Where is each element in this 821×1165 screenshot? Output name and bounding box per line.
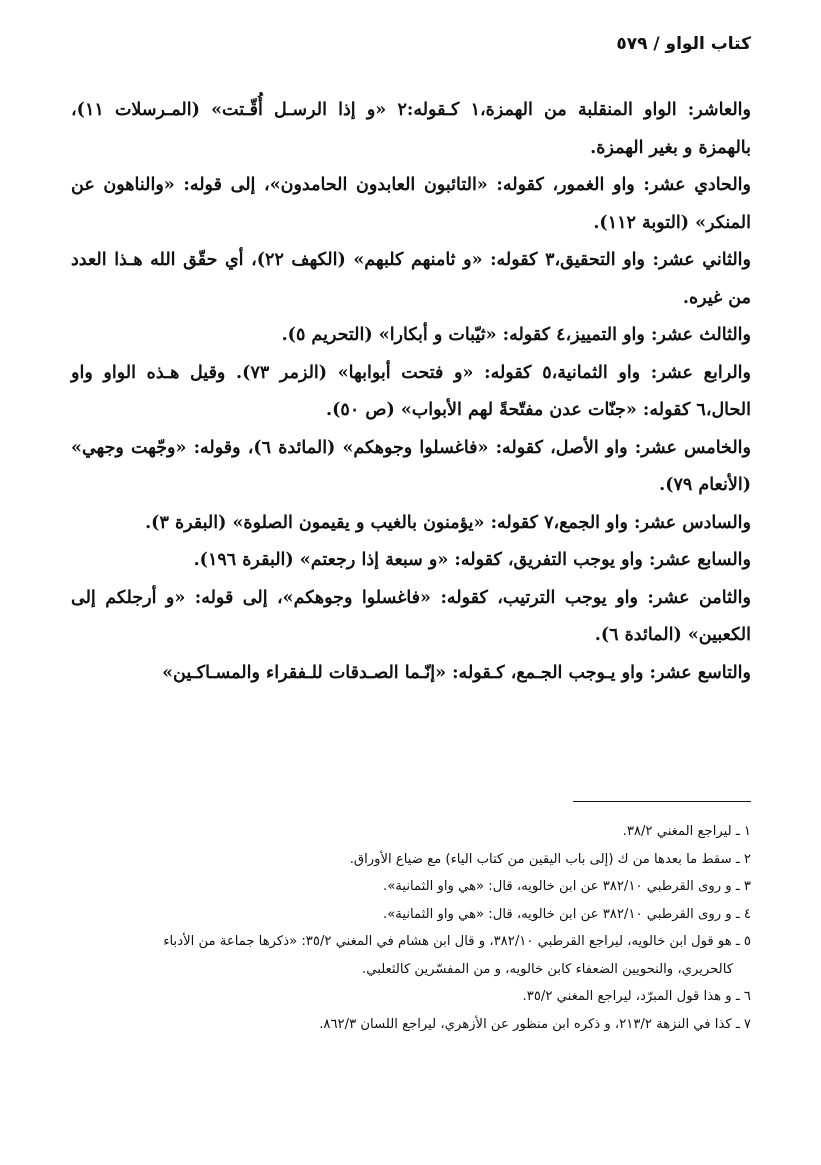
footnote: ٦ ـ و هذا قول المبرّد، ليراجع المغني ٣٥/٢. [522, 989, 751, 1004]
paragraph: والحادي عشر: واو الغمور، كقوله: «التائبون العابدون الحامدون»، إلى قوله: «والناهون عن المنكر» (التوبة ١١٢). [71, 175, 751, 233]
paragraph: والثاني عشر: واو التحقيق،٣ كقوله: «و ثامنهم كلبهم» (الكهف ٢٢)، أي حقّق الله هـذا العدد من غيره. [71, 250, 751, 308]
footnote: ١ ـ ليراجع المغني ٣٨/٢. [622, 824, 751, 839]
paragraph: والتاسع عشر: واو يـوجب الجـمع، كـقوله: «إنّـما الصـدقات للـفقراء والمسـاكـين» [162, 662, 751, 683]
paragraph: والعاشر: الواو المنقلبة من الهمزة،١ كـقوله:٢ «و إذا الرسـل أُقّـتت» (المـرسلات ١١)، بالهمزة و بغير الهمزة. [71, 100, 751, 158]
main-text [71, 92, 751, 692]
paragraph: والرابع عشر: واو الثمانية،٥ كقوله: «و فتحت أبوابها» (الزمر ٧٣). وقيل هـذه الواو واو الحال،٦ كقوله: «جنّات عدن مفتّحةً لهم الأبواب» (ص ٥٠). [71, 362, 751, 420]
paragraph: والسابع عشر: واو يوجب التفريق، كقوله: «و سبعة إذا رجعتم» (البقرة ١٩٦). [193, 550, 751, 570]
paragraph: والثالث عشر: واو التمييز،٤ كقوله: «ثيّبات و أبكارا» (التحريم ٥). [281, 325, 751, 345]
running-header: كتاب الواو / ٥٧٩ [616, 34, 751, 54]
footnote: ٧ ـ كذا في النزهة ٢١٣/٢، و ذكره ابن منظور عن الأزهري، ليراجع اللسان ٨٦٢/٣. [319, 1016, 751, 1032]
paragraph: والثامن عشر: واو يوجب الترتيب، كقوله: «فاغسلوا وجوهكم»، إلى قوله: «و أرجلكم إلى الكعبين» (المائدة ٦). [71, 587, 751, 645]
footnotes [61, 818, 751, 1038]
footnote: ٥ ـ هو قول ابن خالويه، ليراجع القرطبي ٣٨٢/١٠، و قال ابن هشام في المغني ٣٥/٢: «ذكرها جماعة من الأدباء [163, 934, 751, 949]
footnote-divider [573, 801, 751, 802]
paragraph: والخامس عشر: واو الأصل، كقوله: «فاغسلوا وجوهكم» (المائدة ٦)، وقوله: «وجّهت وجهي» (الأنعام ٧٩). [71, 437, 751, 495]
paragraph: والسادس عشر: واو الجمع،٧ كقوله: «يؤمنون بالغيب و يقيمون الصلوة» (البقرة ٣). [145, 512, 751, 533]
footnote-continuation: كالحريري، والنحويين الضعفاء كابن خالويه، و من المفسّرين كالثعلبي. [362, 961, 733, 977]
footnote: ٤ ـ و روى القرطبي ٣٨٢/١٠ عن ابن خالويه، قال: «هي واو الثمانية». [383, 906, 751, 922]
footnote: ٣ ـ و روى القرطبي ٣٨٢/١٠ عن ابن خالويه، قال: «هي واو الثمانية». [383, 879, 751, 894]
footnote: ٢ ـ سقط ما بعدها من ك (إلى باب اليقين من كتاب الياء) مع ضياع الأوراق. [349, 851, 751, 867]
